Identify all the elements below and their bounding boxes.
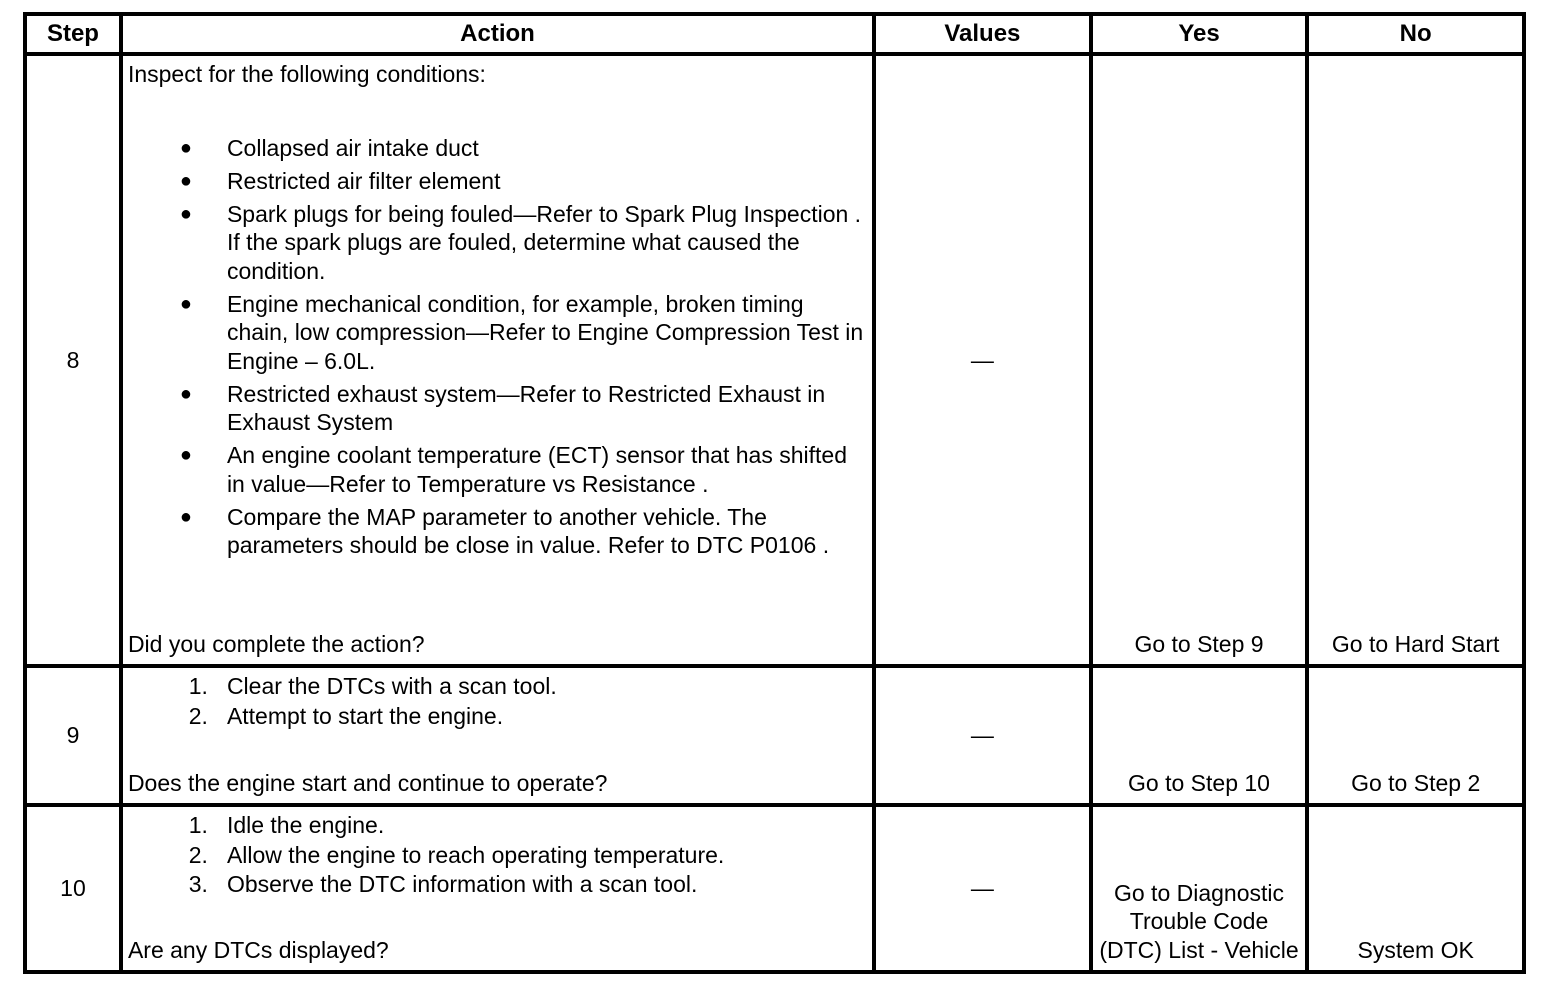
yes-link[interactable]: Go to Diagnostic Trouble Code (DTC) List - Vehicle [1099,879,1299,963]
action-question: Are any DTCs displayed? [127,936,389,963]
no-cell [1307,805,1524,972]
action-cell [121,666,874,805]
list-item: ● Spark plugs for being fouled—Refer to Spark Plug Inspection . If the spark plugs are fouled, determine what caused the condition. [179,200,862,284]
no-link[interactable]: Go to Hard Start [1331,630,1500,657]
table-row-step-10 [25,805,1524,972]
list-item: ● Collapsed air intake duct [179,134,479,161]
bullet-icon: ● [179,202,192,225]
yes-link[interactable]: Go to Step 9 [1134,630,1264,657]
step-number: 9 [25,666,121,805]
list-item: 1. Clear the DTCs with a scan tool. [188,673,557,699]
header-values: Values [874,14,1091,54]
header-row [25,14,1524,54]
bullet-icon: ● [179,382,192,405]
list-item: ● Engine mechanical condition, for example, broken timing chain, low compression—Refer to Engine Compression Test in Engine – 6.0L. [179,290,864,374]
header-yes: Yes [1091,14,1308,54]
values-cell: — [874,666,1091,805]
list-item: 3. Observe the DTC information with a scan tool. [188,871,698,897]
step-number: 8 [25,54,121,666]
table-row-step-8 [25,54,1524,666]
list-item: ● Restricted air filter element [179,167,501,194]
action-cell [121,805,874,972]
no-link[interactable]: System OK [1357,936,1474,963]
yes-cell [1091,666,1308,805]
action-question: Does the engine start and continue to operate? [127,769,608,796]
action-question: Did you complete the action? [127,630,425,657]
header-action: Action [121,14,874,54]
values-cell: — [874,54,1091,666]
yes-link[interactable]: Go to Step 10 [1128,769,1270,796]
list-item: 2. Allow the engine to reach operating temperature. [188,841,725,868]
header-step: Step [25,14,121,54]
list-item: ● Compare the MAP parameter to another vehicle. The parameters should be close in value. Refer to DTC P0106 . [179,503,830,558]
header-no: No [1307,14,1524,54]
no-cell [1307,666,1524,805]
no-link[interactable]: Go to Step 2 [1351,769,1481,796]
list-item: 1. Idle the engine. [188,812,385,838]
list-item: ● An engine coolant temperature (ECT) sensor that has shifted in value—Refer to Temperature vs Resistance . [179,442,847,497]
condition-list [128,134,866,560]
bullet-icon: ● [179,505,192,528]
bullet-icon: ● [179,292,192,315]
step-number: 10 [25,805,121,972]
procedure-list [128,811,866,900]
yes-cell [1091,805,1308,972]
bullet-icon: ● [179,169,192,192]
values-cell: — [874,805,1091,972]
no-cell [1307,54,1524,666]
table-row-step-9 [25,666,1524,805]
bullet-icon: ● [179,136,192,159]
action-cell [121,54,874,666]
yes-cell [1091,54,1308,666]
procedure-list [128,672,866,731]
diagnostic-table [23,12,1526,974]
bullet-icon: ● [179,444,192,466]
list-item: ● Restricted exhaust system—Refer to Restricted Exhaust in Exhaust System [179,380,826,435]
action-intro: Inspect for the following conditions: [127,61,486,87]
list-item: 2. Attempt to start the engine. [188,702,504,729]
